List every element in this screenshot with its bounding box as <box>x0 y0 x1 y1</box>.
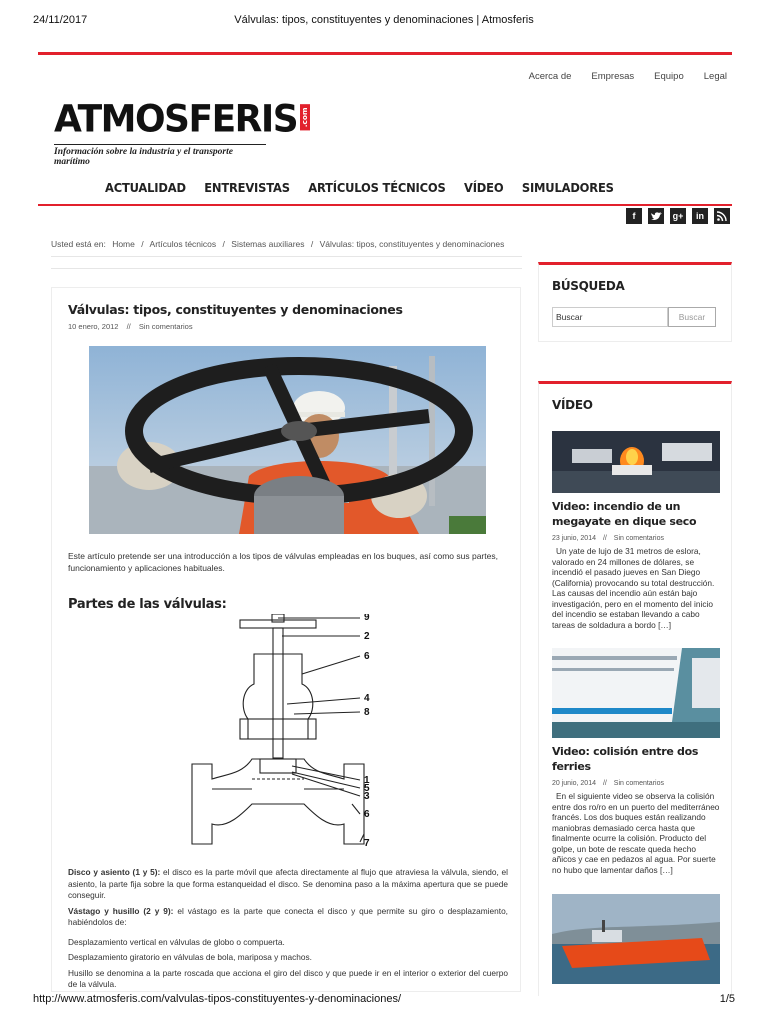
video-item-title[interactable]: Video: incendio de un megayate en dique seco <box>552 500 697 528</box>
nav-actualidad[interactable]: ACTUALIDAD <box>105 180 186 195</box>
video-item-date: 23 junio, 2014 <box>552 535 596 542</box>
breadcrumb-sistemas[interactable]: Sistemas auxiliares <box>231 239 305 249</box>
hero-image <box>89 346 486 534</box>
print-date: 24/11/2017 <box>33 14 88 26</box>
divider <box>51 268 522 269</box>
logo-com: .com <box>300 104 310 130</box>
body-paragraph: el disco es la parte móvil que afecta directamente al flujo que atraviesa la válvula, siendo, el asiento, la parte fija sobre la que forma estanqueidad el disco. Se denomina paso a la máxima apertura que se puede conseguir. <box>68 867 508 900</box>
video-item-title[interactable]: Video: colisión entre dos ferries <box>552 745 699 773</box>
logo-word: ATMOSFERIS <box>54 97 298 141</box>
video-item <box>552 648 720 875</box>
valve-diagram <box>182 614 392 854</box>
diagram-label: 6 <box>364 651 370 662</box>
video-thumbnail[interactable] <box>552 894 720 984</box>
breadcrumb-articulos[interactable]: Artículos técnicos <box>149 239 217 249</box>
body-paragraph: Desplazamiento vertical en válvulas de globo o compuerta. <box>68 936 285 947</box>
article-date: 10 enero, 2012 <box>68 322 119 331</box>
diagram-label: 5 <box>364 783 370 794</box>
article-meta: 10 enero, 2012 // Sin comentarios <box>68 322 193 331</box>
body-paragraph: el vástago es la parte que conecta el disco y que permite su giro o desplazamiento, habiéndolos de: <box>68 905 508 927</box>
article-body <box>68 867 508 992</box>
google-plus-icon[interactable]: g+ <box>670 208 686 224</box>
diagram-label: 9 <box>364 614 370 623</box>
top-link-equipo[interactable]: Equipo <box>654 71 684 82</box>
nav-simuladores[interactable]: SIMULADORES <box>521 180 614 195</box>
diagram-label: 1 <box>364 775 370 786</box>
diagram-label: 6 <box>364 809 370 820</box>
diagram-label: 4 <box>364 693 370 704</box>
video-thumbnail[interactable] <box>552 648 720 738</box>
site-logo[interactable] <box>54 97 310 167</box>
body-paragraph: Desplazamiento giratorio en válvulas de bola, mariposa y machos. <box>68 952 312 962</box>
article-title[interactable]: Válvulas: tipos, constituyentes y denominaciones <box>68 302 403 317</box>
article-comments-link[interactable]: Sin comentarios <box>138 322 193 331</box>
nav-video[interactable]: VÍDEO <box>464 180 504 195</box>
video-item-meta: 20 junio, 2014 // Sin comentarios <box>552 780 664 787</box>
breadcrumb-current: Válvulas: tipos, constituyentes y denominaciones <box>319 239 505 249</box>
video-item-date: 20 junio, 2014 <box>552 780 596 787</box>
logo-tagline: Información sobre la industria y el transporte marítimo <box>54 144 266 167</box>
breadcrumb-home[interactable]: Home <box>112 239 135 249</box>
top-link-legal[interactable]: Legal <box>703 71 727 82</box>
nav-entrevistas[interactable]: ENTREVISTAS <box>204 180 290 195</box>
divider <box>51 256 522 257</box>
print-header <box>0 14 768 30</box>
body-bold: Disco y asiento (1 y 5): <box>68 867 161 877</box>
nav-articulos-tecnicos[interactable]: ARTÍCULOS TÉCNICOS <box>308 180 446 195</box>
top-links <box>529 71 727 82</box>
top-link-acerca[interactable]: Acerca de <box>528 71 572 82</box>
diagram-label: 2 <box>364 631 370 642</box>
video-item-excerpt: Un yate de lujo de 31 metros de eslora, valorado en 24 millones de dólares, se incendió el pasado jueves en San Diego (California) provocando su total destrucción. Las causas del incendio aún están bajo investigación, pero en el momento del inicio del incendio se estaban llevando a cabo tareas de soldadura a bordo […] <box>552 546 715 630</box>
diagram-label: 7 <box>364 838 370 849</box>
print-url: http://www.atmosferis.com/valvulas-tipos-constituyentes-y-denominaciones/ <box>33 993 402 1005</box>
top-red-line <box>38 52 732 55</box>
video-widget <box>538 381 732 996</box>
facebook-icon[interactable]: f <box>626 208 642 224</box>
article <box>51 287 521 992</box>
video-item-comments[interactable]: Sin comentarios <box>613 780 664 787</box>
search-input[interactable] <box>552 307 668 327</box>
print-page-number: 1/5 <box>719 993 735 1005</box>
section-heading: Partes de las válvulas: <box>68 597 227 612</box>
video-item-excerpt: En el siguiente video se observa la colisión entre dos ro/ro en un puerto del mediterráneo francés. Los dos buques están realizando maniobras demasiado cerca hasta que finalmente ocurre la colisión. Producto del golpe, un bote de rescate queda hecho añicos y cae en pedazos al agua. Por suerte no hubo que lamentar daños […] <box>552 791 720 875</box>
print-page-title: Válvulas: tipos, constituyentes y denominaciones | Atmosferis <box>234 14 534 26</box>
body-paragraph: Husillo se denomina a la parte roscada que acciona el giro del disco y que puede ir en el interior o exterior del cuerpo de la válvula. <box>68 967 508 989</box>
social-icons <box>626 208 730 224</box>
video-item <box>552 894 720 984</box>
article-intro: Este artículo pretende ser una introducción a los tipos de válvulas empleadas en los buques, así como sus partes, funcionamiento y aplicaciones habituales. <box>68 551 498 573</box>
nav-red-line <box>38 204 732 206</box>
twitter-icon[interactable] <box>648 208 664 224</box>
video-item-comments[interactable]: Sin comentarios <box>613 535 664 542</box>
linkedin-icon[interactable]: in <box>692 208 708 224</box>
diagram-label: 3 <box>364 791 370 802</box>
search-widget <box>538 262 732 342</box>
video-title: VÍDEO <box>552 398 593 412</box>
top-link-empresas[interactable]: Empresas <box>591 71 635 82</box>
video-thumbnail[interactable] <box>552 431 720 493</box>
video-item <box>552 431 720 630</box>
video-item-meta: 23 junio, 2014 // Sin comentarios <box>552 535 664 542</box>
rss-icon[interactable] <box>714 208 730 224</box>
search-title: BÚSQUEDA <box>552 279 625 293</box>
body-bold: Vástago y husillo (2 y 9): <box>68 905 174 916</box>
breadcrumb-prefix: Usted está en: <box>51 239 106 249</box>
main-nav <box>105 180 614 195</box>
diagram-label: 8 <box>364 707 370 718</box>
breadcrumb: Usted está en: Home / Artículos técnicos / Sistemas auxiliares / Válvulas: tipos, constituyentes y denominaciones <box>51 239 505 249</box>
search-button[interactable]: Buscar <box>668 307 716 327</box>
